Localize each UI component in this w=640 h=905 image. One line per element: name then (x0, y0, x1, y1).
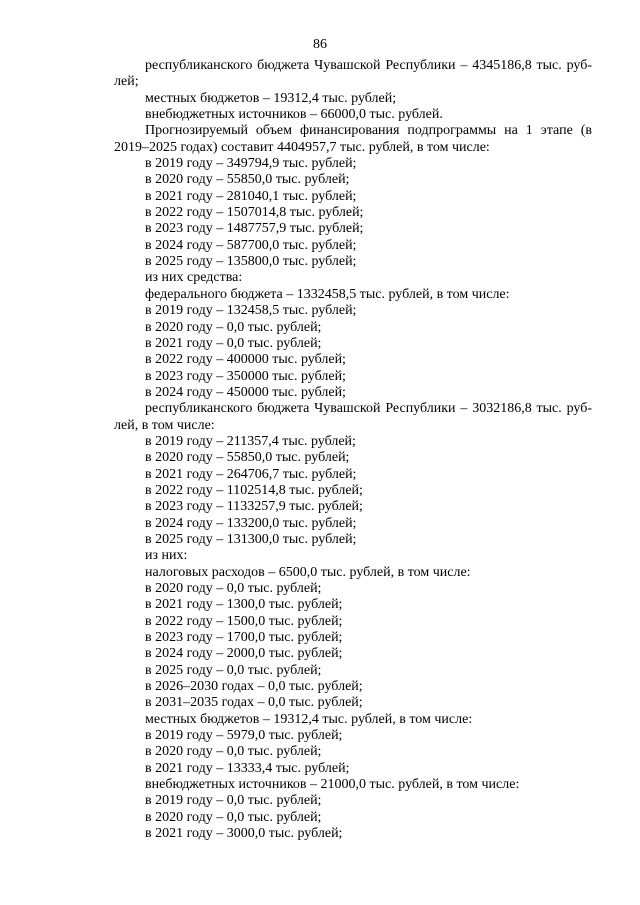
text-line: в 2023 году – 1133257,9 тыс. рублей; (145, 499, 363, 515)
text-line: в 2022 году – 400000 тыс. рублей; (145, 352, 346, 368)
text-line: лей; (114, 74, 139, 90)
text-line: 2019–2025 годах) составит 4404957,7 тыс. рублей, в том числе: (114, 139, 490, 155)
text-line: республиканского бюджета Чувашской Республики – 4345186,8 тыс. руб- (145, 58, 592, 73)
text-line: в 2020 году – 55850,0 тыс. рублей; (145, 172, 350, 188)
text-line: в 2024 году – 2000,0 тыс. рублей; (145, 646, 343, 662)
text-line: в 2026–2030 годах – 0,0 тыс. рублей; (145, 679, 363, 695)
text-line: федерального бюджета – 1332458,5 тыс. рублей, в том числе: (145, 286, 510, 302)
text-line: в 2020 году – 0,0 тыс. рублей; (145, 319, 322, 335)
text-line: лей, в том числе: (114, 417, 215, 433)
text-line: внебюджетных источников – 66000,0 тыс. рублей. (145, 107, 443, 123)
text-line: из них: (145, 548, 188, 564)
document-body (114, 58, 592, 843)
text-line: в 2022 году – 1102514,8 тыс. рублей; (145, 482, 363, 498)
text-line: в 2024 году – 133200,0 тыс. рублей; (145, 515, 357, 531)
text-line: в 2024 году – 587700,0 тыс. рублей; (145, 237, 357, 253)
text-line: местных бюджетов – 19312,4 тыс. рублей, в том числе: (145, 711, 473, 727)
text-line: в 2021 году – 13333,4 тыс. рублей; (145, 760, 350, 776)
text-line: в 2019 году – 0,0 тыс. рублей; (145, 793, 322, 809)
text-line: в 2021 году – 3000,0 тыс. рублей; (145, 826, 343, 842)
text-line: из них средства: (145, 270, 243, 286)
page-number: 86 (313, 37, 327, 52)
text-line: в 2024 году – 450000 тыс. рублей; (145, 384, 346, 400)
text-line: в 2021 году – 281040,1 тыс. рублей; (145, 188, 357, 204)
text-line: налоговых расходов – 6500,0 тыс. рублей, в том числе: (145, 564, 471, 580)
text-line: в 2021 году – 1300,0 тыс. рублей; (145, 597, 343, 613)
text-line: в 2020 году – 0,0 тыс. рублей; (145, 744, 322, 760)
text-line: в 2025 году – 131300,0 тыс. рублей; (145, 531, 357, 547)
text-line: местных бюджетов – 19312,4 тыс. рублей; (145, 90, 397, 106)
text-line: в 2019 году – 211357,4 тыс. рублей; (145, 433, 356, 449)
text-line: в 2023 году – 350000 тыс. рублей; (145, 368, 346, 384)
text-line: в 2022 году – 1507014,8 тыс. рублей; (145, 205, 364, 221)
text-line: в 2023 году – 1700,0 тыс. рублей; (145, 630, 343, 646)
text-line: Прогнозируемый объем финансирования подпрограммы на 1 этапе (в (145, 123, 592, 139)
text-line: в 2021 году – 0,0 тыс. рублей; (145, 335, 322, 351)
text-line: в 2031–2035 годах – 0,0 тыс. рублей; (145, 695, 363, 711)
text-line: внебюджетных источников – 21000,0 тыс. рублей, в том числе: (145, 777, 520, 793)
text-line: в 2020 году – 0,0 тыс. рублей; (145, 581, 322, 596)
text-line: в 2019 году – 132458,5 тыс. рублей; (145, 303, 357, 319)
text-line: в 2025 году – 0,0 тыс. рублей; (145, 662, 322, 678)
text-line: в 2021 году – 264706,7 тыс. рублей; (145, 466, 357, 482)
text-line: в 2019 году – 5979,0 тыс. рублей; (145, 728, 343, 744)
text-line: в 2019 году – 349794,9 тыс. рублей; (145, 156, 357, 172)
text-line: в 2025 году – 135800,0 тыс. рублей; (145, 254, 357, 270)
text-line: республиканского бюджета Чувашской Республики – 3032186,8 тыс. руб- (145, 401, 592, 417)
text-line: в 2020 году – 55850,0 тыс. рублей; (145, 450, 350, 466)
text-line: в 2022 году – 1500,0 тыс. рублей; (145, 613, 343, 629)
text-line: в 2023 году – 1487757,9 тыс. рублей; (145, 221, 364, 237)
text-line: в 2020 году – 0,0 тыс. рублей; (145, 809, 322, 825)
